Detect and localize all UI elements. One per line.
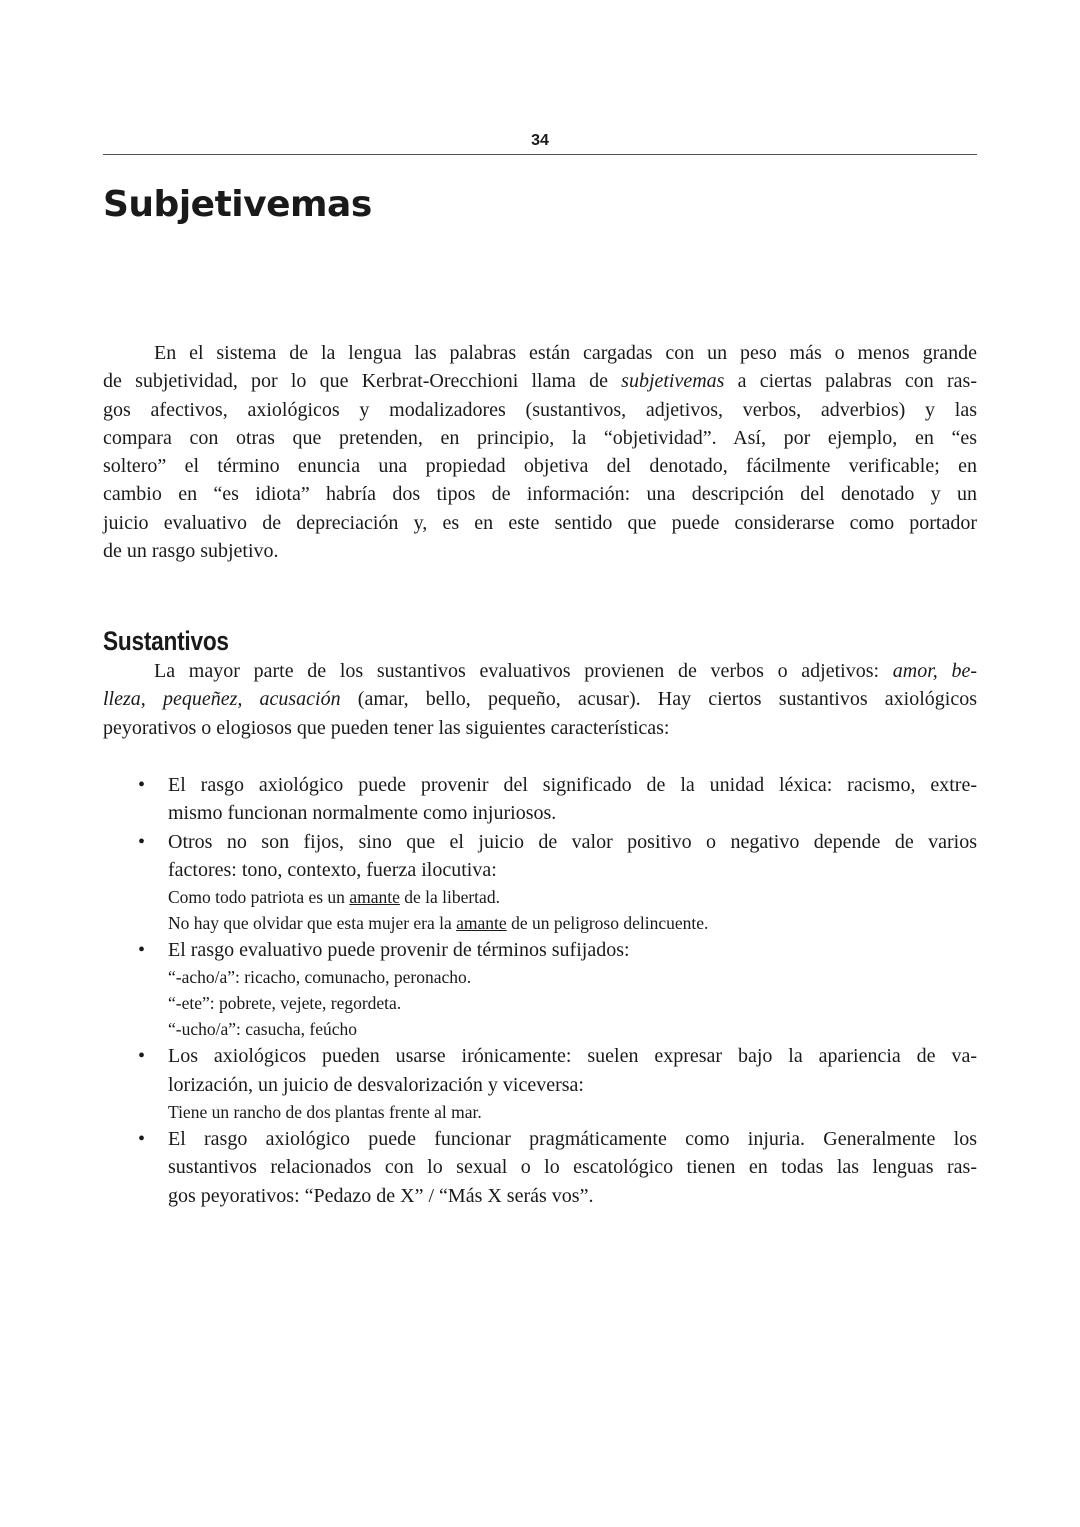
example-line xyxy=(168,990,977,1016)
text-segment: de la libertad. xyxy=(399,887,500,908)
text-segment: El rasgo axiológico puede provenir del significado de la unidad léxica: racismo, extre- xyxy=(168,774,977,796)
text-segment: El rasgo evaluativo puede provenir de términos sufijados: xyxy=(168,939,630,962)
bullet-icon: • xyxy=(138,774,146,796)
list-item xyxy=(103,1042,977,1125)
text-line xyxy=(103,537,977,565)
text-line xyxy=(168,1125,977,1153)
text-segment: La mayor parte de los sustantivos evaluativos provienen de verbos o adjetivos: xyxy=(154,660,893,682)
example-line xyxy=(168,1099,977,1125)
text-segment: Tiene un rancho de dos plantas frente al mar. xyxy=(168,1102,482,1123)
text-line xyxy=(103,714,977,742)
text-segment: Otros no son fijos, sino que el juicio de valor positivo o negativo depende de varios xyxy=(168,830,977,853)
list-item-body xyxy=(168,936,977,1042)
example-line xyxy=(168,1016,977,1042)
text-line xyxy=(168,936,977,964)
list-item-body xyxy=(168,1125,977,1210)
list-item-body xyxy=(168,828,977,937)
list-item xyxy=(103,936,977,1042)
page-title: Subjetivemas xyxy=(103,184,372,225)
italic-term: subjetivemas xyxy=(621,370,725,393)
text-line xyxy=(103,509,977,537)
section-paragraph xyxy=(103,657,977,742)
text-segment: En el sistema de la lengua las palabras están cargadas con un peso más o menos grande xyxy=(154,342,977,364)
intro-paragraph xyxy=(103,339,977,565)
list-item xyxy=(103,1125,977,1210)
example-line xyxy=(168,910,977,936)
text-line xyxy=(103,367,977,395)
text-line xyxy=(168,856,977,884)
text-segment: compara con otras que pretenden, en principio, la “objetividad”. Así, por ejemplo, en “es xyxy=(103,426,977,449)
italic-term: lleza, pequeñez, acusación xyxy=(103,688,341,711)
text-segment: Como todo patriota es un xyxy=(168,887,350,908)
text-segment: a ciertas palabras con ras- xyxy=(724,370,977,393)
text-segment: de un peligroso delincuente. xyxy=(506,913,709,934)
list-item-body xyxy=(168,771,977,828)
section-heading: Sustantivos xyxy=(103,626,229,656)
text-line xyxy=(103,396,977,424)
text-line xyxy=(168,771,977,799)
text-segment: lorización, un juicio de desvalorización y viceversa: xyxy=(168,1073,584,1096)
text-segment: Los axiológicos pueden usarse irónicamente: suelen expresar bajo la apariencia de va- xyxy=(168,1045,977,1068)
text-line xyxy=(168,1182,977,1210)
text-line xyxy=(168,828,977,856)
text-line xyxy=(103,480,977,508)
text-segment: soltero” el término enuncia una propiedad objetiva del denotado, fácilmente verificable; en xyxy=(103,455,977,478)
text-line xyxy=(103,685,977,713)
text-segment: juicio evaluativo de depreciación y, es en este sentido que puede considerarse como portador xyxy=(103,511,977,534)
text-segment: mismo funcionan normalmente como injuriosos. xyxy=(168,802,557,825)
text-line xyxy=(168,1071,977,1099)
text-segment: “-acho/a”: ricacho, comunacho, peronacho. xyxy=(168,967,472,988)
italic-term: amor, be- xyxy=(892,660,978,682)
example-line xyxy=(168,884,977,910)
text-segment: gos peyorativos: “Pedazo de X” / “Más X serás vos”. xyxy=(168,1184,594,1207)
bullet-list xyxy=(103,771,977,1210)
underlined-term: amante xyxy=(349,887,400,908)
text-segment: factores: tono, contexto, fuerza ilocutiva: xyxy=(168,858,497,881)
text-segment: El rasgo axiológico puede funcionar pragmáticamente como injuria. Generalmente los xyxy=(168,1128,977,1151)
text-segment: “-ete”: pobrete, vejete, regordeta. xyxy=(168,993,402,1014)
bullet-icon: • xyxy=(138,939,146,962)
bullet-icon: • xyxy=(138,1128,146,1151)
text-line xyxy=(103,424,977,452)
underlined-term: amante xyxy=(456,913,507,934)
text-segment: “-ucho/a”: casucha, feúcho xyxy=(168,1019,357,1040)
text-line xyxy=(168,1042,977,1070)
text-segment: de subjetividad, por lo que Kerbrat-Orecchioni llama de xyxy=(103,370,622,393)
text-segment: cambio en “es idiota” habría dos tipos de información: una descripción del denotado y un xyxy=(103,483,977,506)
text-line xyxy=(103,452,977,480)
text-segment: gos afectivos, axiológicos y modalizadores (sustantivos, adjetivos, verbos, adverbios) y las xyxy=(103,398,977,421)
bullet-icon: • xyxy=(138,1045,146,1068)
page-number: 34 xyxy=(531,132,549,149)
text-line xyxy=(168,799,977,827)
text-line xyxy=(103,339,977,367)
list-item-body xyxy=(168,1042,977,1125)
list-item xyxy=(103,771,977,828)
example-line xyxy=(168,964,977,990)
text-segment: de un rasgo subjetivo. xyxy=(103,540,279,563)
header-rule xyxy=(103,154,977,155)
text-segment: No hay que olvidar que esta mujer era la xyxy=(168,913,457,934)
text-line xyxy=(168,1153,977,1181)
text-segment: sustantivos relacionados con lo sexual o lo escatológico tienen en todas las lenguas ras- xyxy=(168,1156,977,1179)
text-segment: peyorativos o elogiosos que pueden tener las siguientes características: xyxy=(103,716,670,739)
text-line xyxy=(103,657,977,685)
bullet-icon: • xyxy=(138,830,146,853)
list-item xyxy=(103,828,977,937)
text-segment: (amar, bello, pequeño, acusar). Hay ciertos sustantivos axiológicos xyxy=(340,688,978,711)
